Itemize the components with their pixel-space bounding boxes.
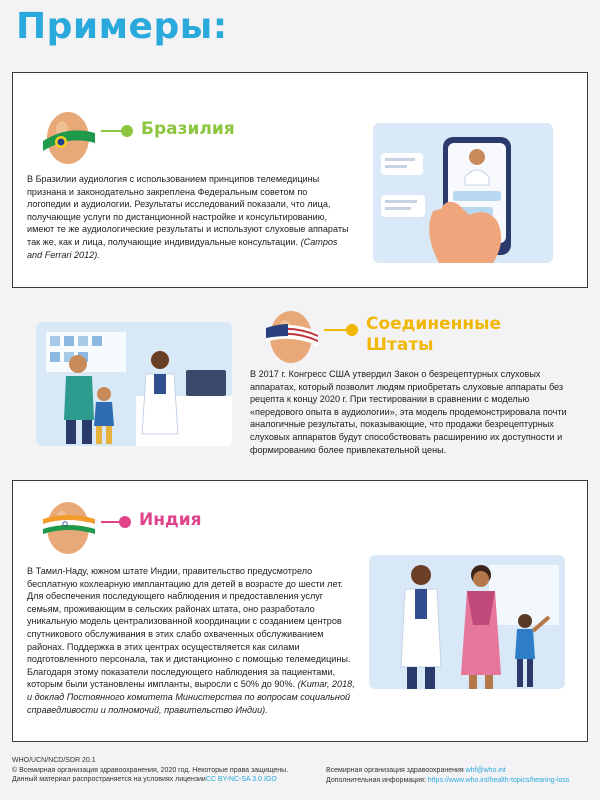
- footer-org-line: [326, 766, 598, 776]
- brazil-text-block: [27, 173, 353, 261]
- footer-right: [326, 766, 598, 785]
- egg-usa-icon: [260, 304, 322, 366]
- brazil-text: В Бразилии аудиология с использованием принципов телемедицины признана и законодательно закреплена Федеральным советом по логопедии и аудиологии. Результаты исследований показали, что лица, получающие услуги по дистанционной настройке и консультированию, имеют те же аудиологические результаты и используют слуховые аппараты так же, как и лица, получающие индивидуальные консультации.: [27, 174, 349, 247]
- india-text: В Тамил-Наду, южном штате Индии, правительство предусмотрело бесплатную кохлеарную имплантацию для детей в возрасте до шести лет. Для обеспечения последующего наблюдения и предоставления услуг семьям, проживающим в сельских районах штата, оно разработало уникальную модель централизованной координации с созданием центров спутникового обслуживания в этих слабо охваченных обслуживанием районах. Поддержка в этих центрах осуществляется как силами подготовленного персонала, так и дистанционно с помощью телемедицины. Благодаря этому показатели последующего наблюдения за пациентами, которым были установлены импланты, выросли с 50% до 90%.: [27, 566, 351, 690]
- country-usa-line2: Штаты: [366, 335, 434, 355]
- india-card: [12, 480, 588, 742]
- footer-code: WHO/UCN/NCD/SDR 20.1: [12, 757, 96, 764]
- india-dot: [119, 516, 131, 528]
- egg-india-icon: [37, 495, 99, 557]
- brazil-dot: [121, 125, 133, 137]
- telemedicine-phone-illustration: [373, 123, 553, 263]
- usa-text: В 2017 г. Конгресс США утвердил Закон о безрецептурных слуховых аппаратах, который позволит людям приобретать слуховые аппараты без рецепта к концу 2020 г. При тестировании в сравнении с моделью «передового опыта в аудиологии», эта модель продемонстрировала почти аналогичные результаты, показывающие, что продажи безрецептурных слуховых аппаратов будут способствовать расширению их доступности и формированию более привлекательной цены.: [250, 369, 567, 455]
- hearing-loss-link[interactable]: https://www.who.int/health-topics/hearing-loss: [427, 776, 570, 784]
- email-link[interactable]: whf@who.int: [465, 767, 506, 774]
- pharmacy-illustration: [36, 322, 232, 446]
- footer-license: [12, 775, 332, 785]
- brazil-card: [12, 72, 588, 288]
- footer-more-label: Дополнительная информация:: [326, 776, 426, 784]
- country-usa: [366, 314, 501, 356]
- page-title: Примеры:: [16, 6, 228, 47]
- license-link[interactable]: CC BY-NC-SA 3.0 IGO: [205, 776, 277, 783]
- country-usa-line1: Соединенные: [366, 314, 501, 334]
- country-india: Индия: [139, 510, 202, 530]
- usa-dot: [346, 324, 358, 336]
- footer-org-label: Всемирная организация здравоохранения: [326, 767, 464, 774]
- footer-more-line: [326, 776, 598, 786]
- brazil-citation: (Campos and Ferrari 2012).: [27, 236, 338, 260]
- egg-brazil-icon: [37, 105, 99, 167]
- india-citation: (Kumar, 2018, и доклад Постоянного комитета Министерства по вопросам социальной справедливости и полномочий, правительство Индии).: [27, 679, 355, 715]
- footer-license-prefix: Данный материал распространяется на условиях лицензии: [12, 776, 206, 783]
- footer-left: [12, 756, 332, 785]
- country-brazil: Бразилия: [141, 119, 235, 139]
- footer-copyright: © Всемирная организация здравоохранения, 2020 год. Некоторые права защищены.: [12, 766, 289, 774]
- india-text-block: [27, 565, 357, 716]
- usa-card: [24, 302, 588, 470]
- family-doctor-illustration: [369, 555, 565, 689]
